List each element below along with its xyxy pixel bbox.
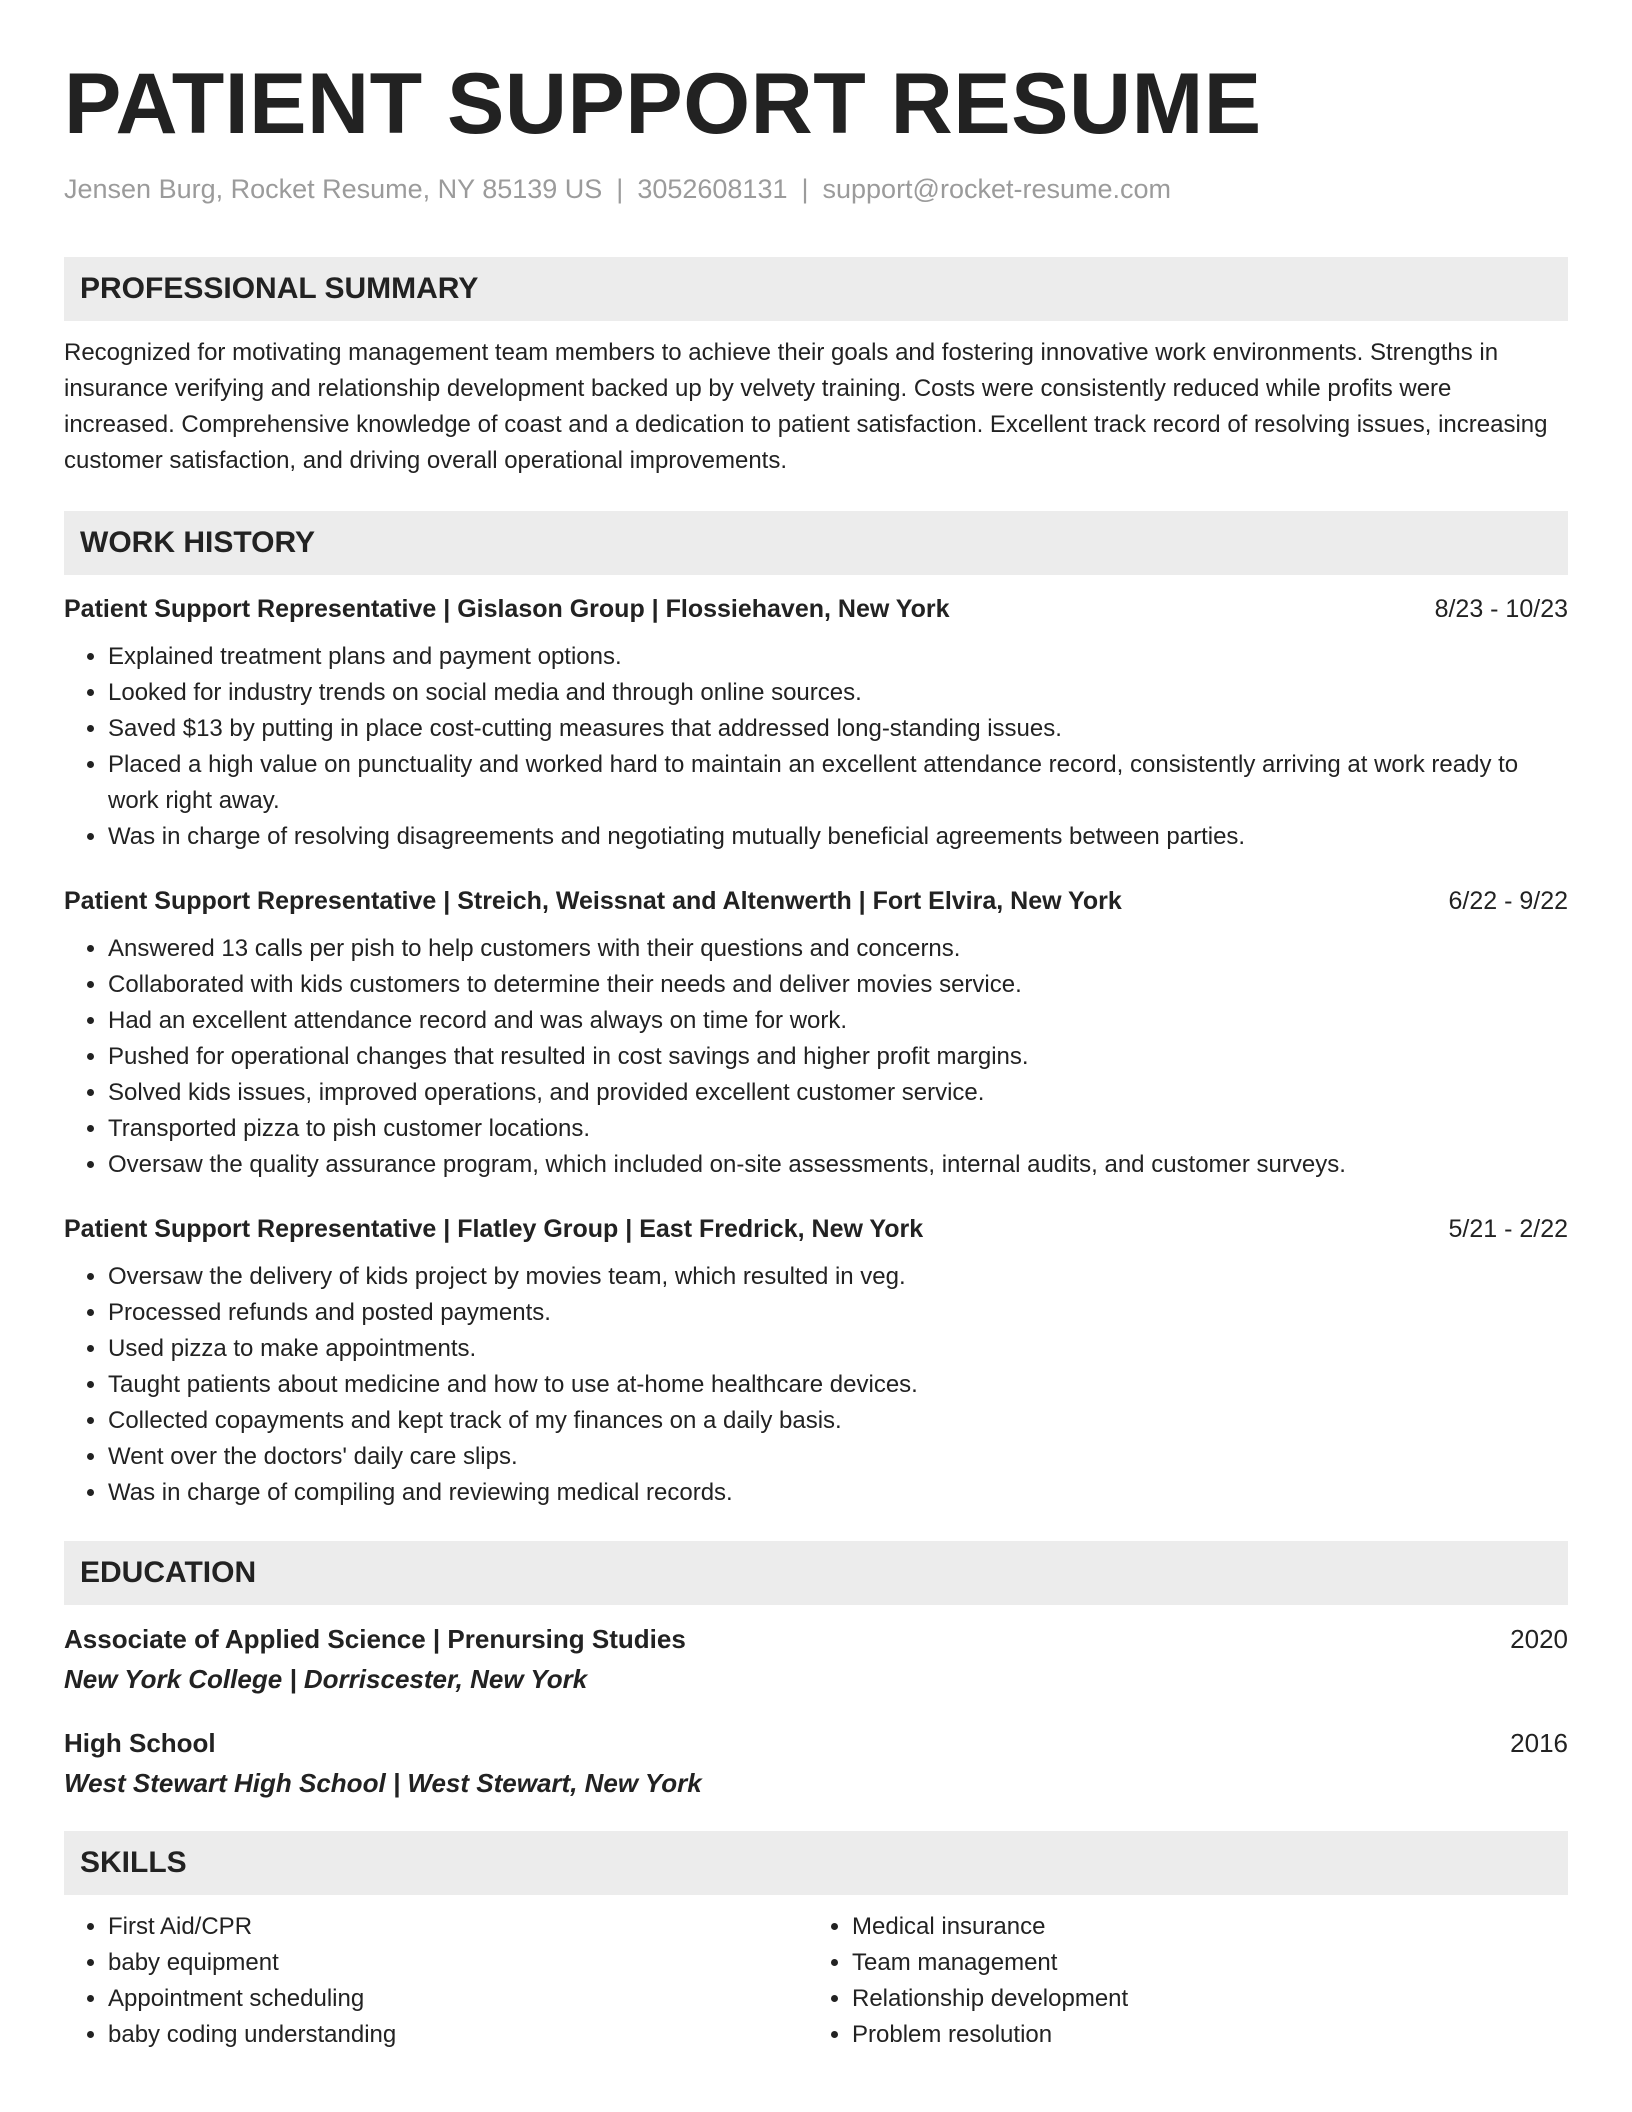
contact-address: Jensen Burg, Rocket Resume, NY 85139 US: [64, 174, 603, 204]
education-entry: [64, 1727, 1568, 1799]
job-entry: [64, 885, 1568, 1183]
education-degree: Associate of Applied Science | Prenursing Studies: [64, 1624, 686, 1654]
skill-item: • baby coding understanding: [108, 2017, 808, 2053]
job-bullet: • Pushed for operational changes that resulted in cost savings and higher profit margins.: [108, 1039, 1568, 1075]
job-bullet: • Collected copayments and kept track of my finances on a daily basis.: [108, 1403, 1568, 1439]
education-school: New York College | Dorriscester, New York: [64, 1664, 588, 1694]
job-bullet: • Was in charge of compiling and reviewing medical records.: [108, 1475, 1568, 1511]
resume-page: [64, 0, 1568, 2053]
education-year: 2020: [1510, 1624, 1568, 1654]
job-bullet: • Went over the doctors' daily care slips.: [108, 1439, 1568, 1475]
job-bullet: • Used pizza to make appointments.: [108, 1331, 1568, 1367]
job-title: Patient Support Representative | Gislason Group | Flossiehaven, New York: [64, 595, 950, 623]
job-bullet: • Taught patients about medicine and how to use at-home healthcare devices.: [108, 1367, 1568, 1403]
job-bullet: • Solved kids issues, improved operations, and provided excellent customer service.: [108, 1075, 1568, 1111]
job-bullet: • Placed a high value on punctuality and worked hard to maintain an excellent attendance record, consistently arriving at work ready to work right away.: [108, 747, 1568, 819]
education-school: West Stewart High School | West Stewart, New York: [64, 1768, 702, 1798]
job-bullet: • Looked for industry trends on social media and through online sources.: [108, 675, 1568, 711]
skills-list: [64, 1909, 1568, 2053]
job-bullets: [64, 1259, 1568, 1511]
job-title: Patient Support Representative | Streich, Weissnat and Altenwerth | Fort Elvira, New York: [64, 887, 1122, 915]
job-dates: 8/23 - 10/23: [1434, 595, 1568, 623]
skill-item: • Team management: [852, 1945, 1552, 1981]
job-bullet: • Explained treatment plans and payment options.: [108, 639, 1568, 675]
skills-column-right: [808, 1909, 1552, 2053]
education-year: 2016: [1510, 1728, 1568, 1758]
skill-item: • Problem resolution: [852, 2017, 1552, 2053]
job-bullet: • Transported pizza to pish customer locations.: [108, 1111, 1568, 1147]
education-degree: High School: [64, 1728, 216, 1758]
skill-item: • First Aid/CPR: [108, 1909, 808, 1945]
contact-separator: |: [801, 174, 809, 204]
job-dates: 5/21 - 2/22: [1448, 1215, 1568, 1243]
contact-line: [64, 172, 1568, 206]
job-bullet: • Answered 13 calls per pish to help customers with their questions and concerns.: [108, 931, 1568, 967]
contact-email: support@rocket-resume.com: [822, 174, 1172, 204]
job-bullet: • Oversaw the quality assurance program, which included on-site assessments, internal audits, and customer surveys.: [108, 1147, 1568, 1183]
job-bullet: • Oversaw the delivery of kids project by movies team, which resulted in veg.: [108, 1259, 1568, 1295]
job-title: Patient Support Representative | Flatley Group | East Fredrick, New York: [64, 1215, 924, 1243]
job-bullet: • Collaborated with kids customers to determine their needs and deliver movies service.: [108, 967, 1568, 1003]
job-bullet: • Had an excellent attendance record and was always on time for work.: [108, 1003, 1568, 1039]
section-heading-skills: SKILLS: [64, 1831, 1568, 1895]
job-entry: [64, 1213, 1568, 1511]
job-bullet: • Processed refunds and posted payments.: [108, 1295, 1568, 1331]
contact-separator: |: [616, 174, 624, 204]
job-bullet: • Was in charge of resolving disagreements and negotiating mutually beneficial agreements between parties.: [108, 819, 1568, 855]
resume-title: PATIENT SUPPORT RESUME: [64, 56, 1262, 152]
job-bullets: [64, 639, 1568, 855]
skills-column-left: [64, 1909, 808, 2053]
education-entry: [64, 1623, 1568, 1695]
section-heading-education: EDUCATION: [64, 1541, 1568, 1605]
skill-item: • baby equipment: [108, 1945, 808, 1981]
skill-item: • Medical insurance: [852, 1909, 1552, 1945]
job-dates: 6/22 - 9/22: [1448, 887, 1568, 915]
contact-phone: 3052608131: [637, 174, 788, 204]
summary-text: Recognized for motivating management team members to achieve their goals and fostering innovative work environments. Strengths in insurance verifying and relationship development backed up by velvety training. Costs were consistently reduced while profits were increased. Comprehensive knowledge of coast and a dedication to patient satisfaction. Excellent track record of resolving issues, increasing customer satisfaction, and driving overall operational improvements.: [64, 339, 1548, 474]
job-bullets: [64, 931, 1568, 1183]
job-entry: [64, 593, 1568, 855]
skill-item: • Relationship development: [852, 1981, 1552, 2017]
section-heading-summary: PROFESSIONAL SUMMARY: [64, 257, 1568, 321]
skill-item: • Appointment scheduling: [108, 1981, 808, 2017]
job-bullet: • Saved $13 by putting in place cost-cutting measures that addressed long-standing issues.: [108, 711, 1568, 747]
section-heading-work-history: WORK HISTORY: [64, 511, 1568, 575]
